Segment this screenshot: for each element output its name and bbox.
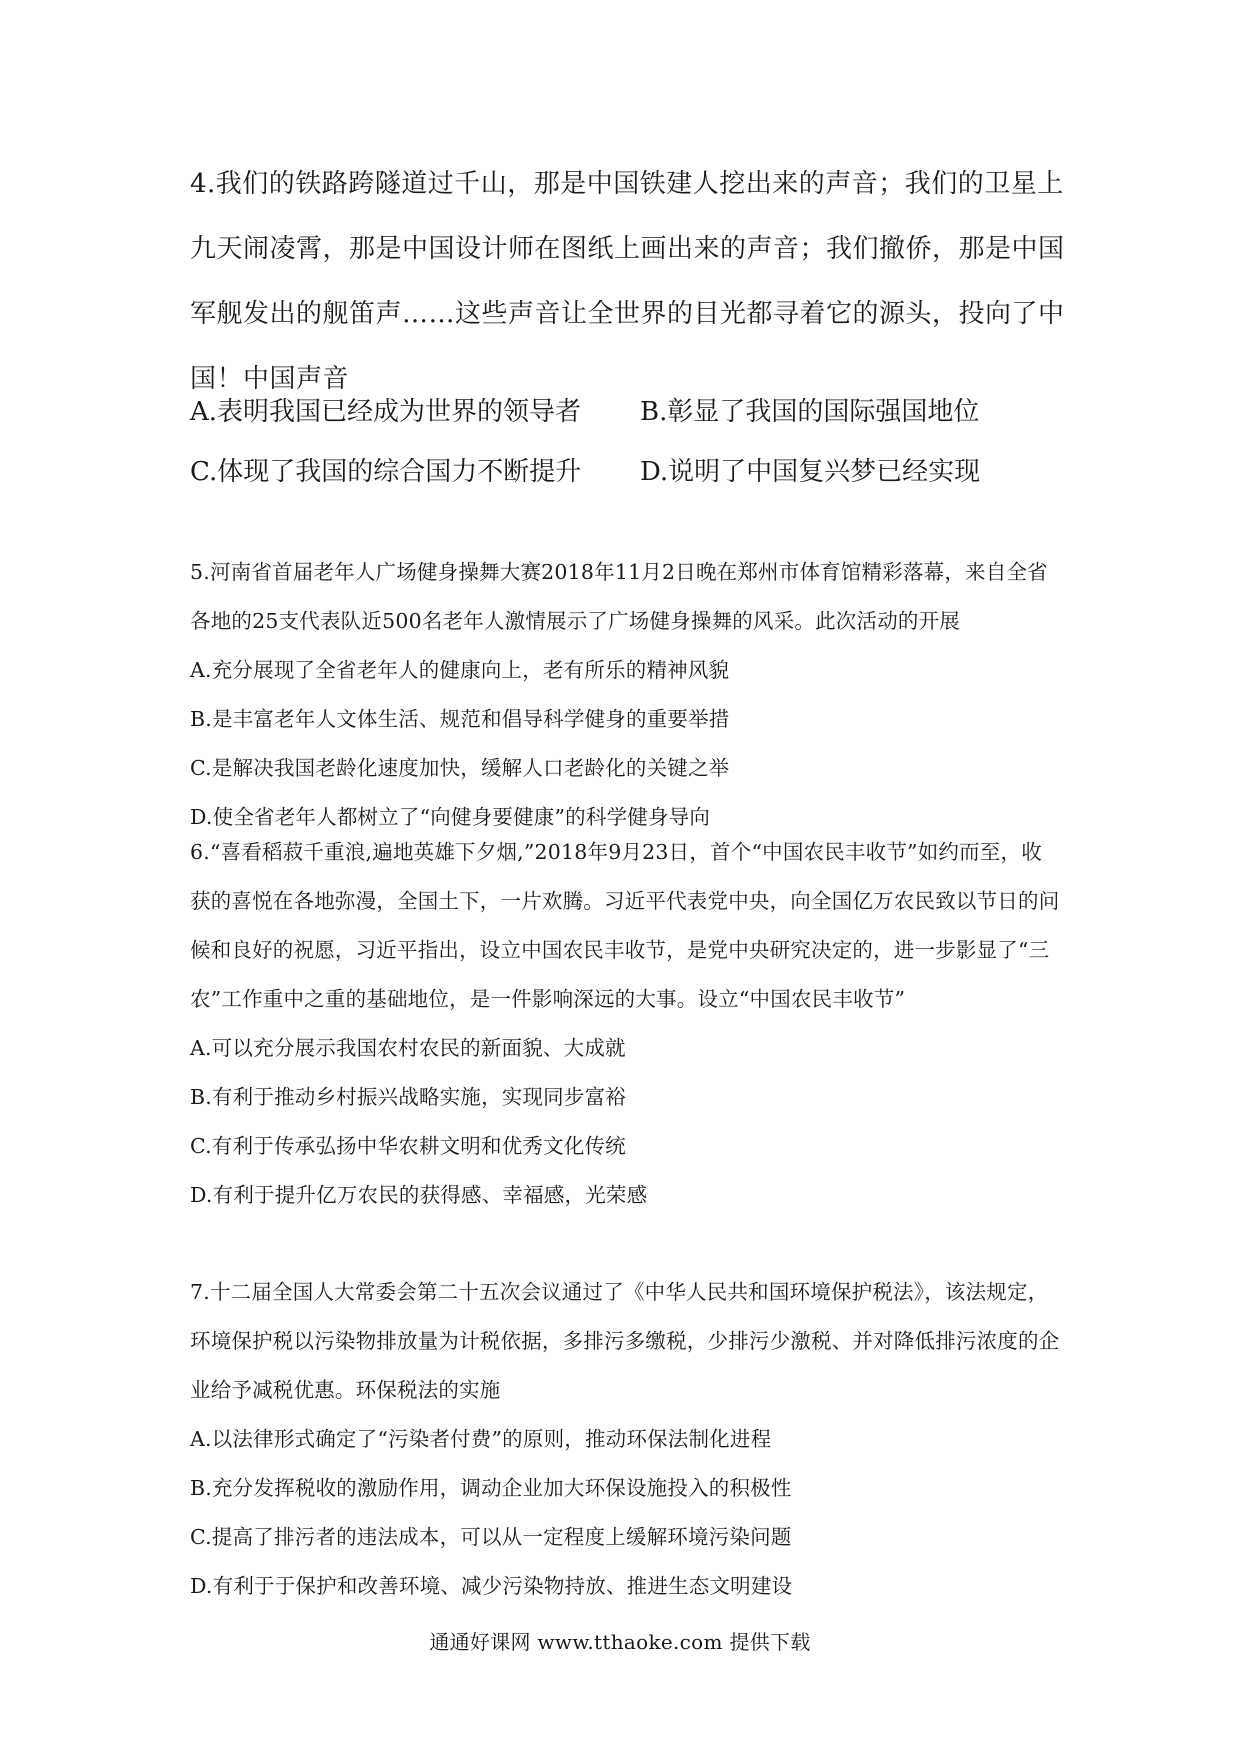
question-4-option-b: B.彰显了我国的国际强国地位 (640, 397, 980, 427)
question-6-option-a: A.可以充分展示我国农村农民的新面貌、大成就 (190, 1036, 626, 1060)
question-4-stem (190, 152, 1070, 412)
question-6-option-b: B.有利于推动乡村振兴战略实施，实现同步富裕 (190, 1085, 626, 1109)
question-7-option-c: C.提高了排污者的违法成本，可以从一定程度上缓解环境污染问题 (190, 1525, 792, 1549)
question-7-option-b: B.充分发挥税收的激励作用，调动企业加大环保设施投入的积极性 (190, 1476, 792, 1500)
question-6-stem: 6.“喜看稻菽千重浪,遍地英雄下夕烟,”2018年9月23日，首个“中国农民丰收节”如约而至，收获的喜悦在各地弥漫，全国土下，一片欢腾。习近平代表党中央，向全国亿万农民致以节日的问候和良好的祝愿，习近平指出，设立中国农民丰收节，是党中央研究决定的，进一步影显了“三农”工作重中之重的基础地位，是一件影响深远的大事。设立“中国农民丰收节” (190, 840, 1060, 1011)
question-5-option-b: B.是丰富老年人文体生活、规范和倡导科学健身的重要举措 (190, 707, 730, 731)
question-7-option-d: D.有利于于保护和改善环境、减少污染物持放、推进生态文明建设 (190, 1574, 793, 1598)
page-footer: 通通好课网 www.tthaoke.com 提供下载 (429, 1630, 811, 1654)
question-4-stem-text: 4.我们的铁路跨隧道过千山，那是中国铁建人挖出来的声音；我们的卫星上九天闹凌霄，那是中国设计师在图纸上画出来的声音；我们撤侨，那是中国军舰发出的舰笛声……这些声音让全世界的目光都寻着它的源头，投向了中国！中国声音 (190, 169, 1065, 394)
question-5-option-a: A.充分展现了全省老年人的健康向上，老有所乐的精神风貌 (190, 658, 730, 682)
question-5-option-c: C.是解决我国老龄化速度加快，缓解人口老龄化的关键之举 (190, 756, 730, 780)
question-7-option-a: A.以法律形式确定了“污染者付费”的原则，推动环保法制化进程 (190, 1427, 772, 1451)
question-6-option-d: D.有利于提升亿万农民的获得感、幸福感，光荣感 (190, 1183, 648, 1207)
question-7 (190, 1268, 1060, 1611)
question-7-stem: 7.十二届全国人大常委会第二十五次会议通过了《中华人民共和国环境保护税法》，该法规定，环境保护税以污染物排放量为计税依据，多排污多缴税，少排污少激税、并对降低排污浓度的企业给予减税优惠。环保税法的实施 (190, 1280, 1060, 1402)
question-6 (190, 828, 1060, 1220)
question-6-option-c: C.有利于传承弘扬中华农耕文明和优秀文化传统 (190, 1134, 626, 1158)
question-5 (190, 548, 1060, 842)
question-5-stem: 5.河南省首届老年人广场健身操舞大赛2018年11月2日晚在郑州市体育馆精彩落幕，来自全省各地的25支代表队近500名老年人激情展示了广场健身操舞的风采。此次活动的开展 (190, 560, 1048, 633)
question-4-option-a: A.表明我国已经成为世界的领导者 (190, 397, 582, 427)
question-4-option-d: D.说明了中国复兴梦已经实现 (640, 457, 981, 487)
question-4-option-c: C.体现了我国的综合国力不断提升 (190, 457, 582, 487)
question-5-option-d: D.使全省老年人都树立了“向健身要健康”的科学健身导向 (190, 805, 711, 829)
